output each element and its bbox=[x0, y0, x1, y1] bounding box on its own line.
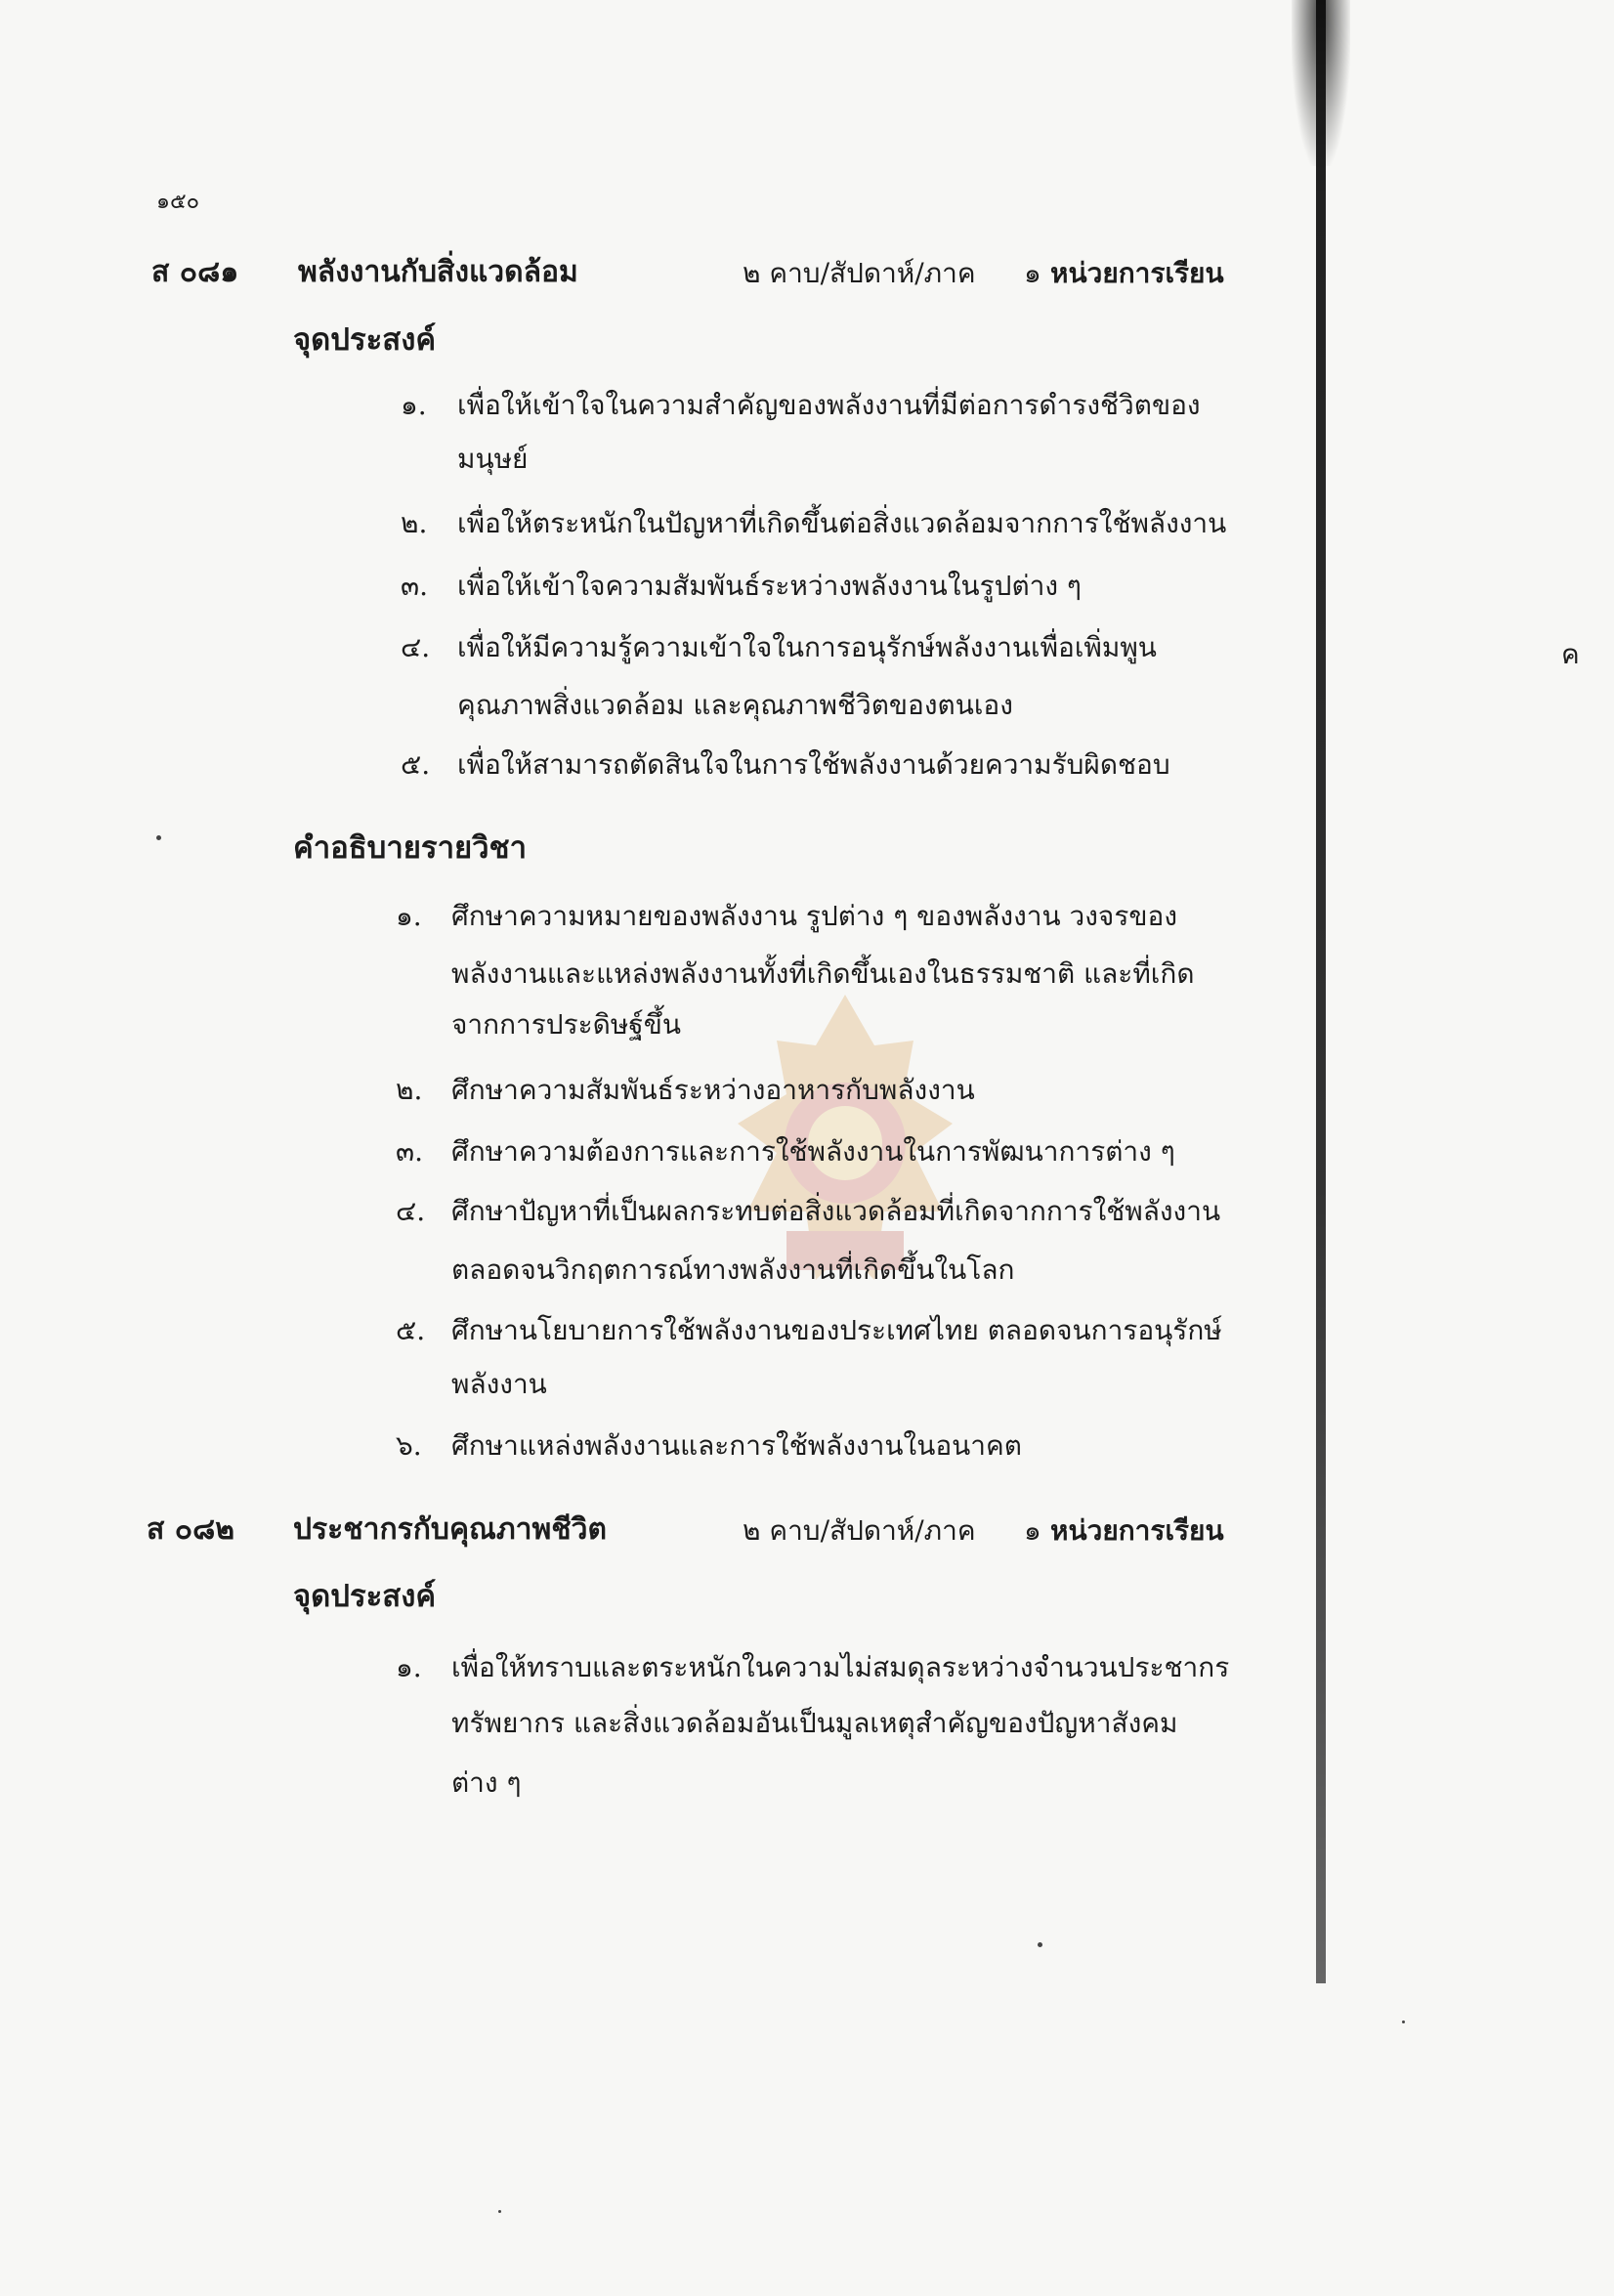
list-item: เพื่อให้ตระหนักในปัญหาที่เกิดขึ้นต่อสิ่งแวดล้อมจากการใช้พลังงาน bbox=[457, 507, 1227, 539]
list-number: ๒. bbox=[401, 507, 428, 539]
list-item: คุณภาพสิ่งแวดล้อม และคุณภาพชีวิตของตนเอง bbox=[457, 689, 1013, 721]
description-heading: คำอธิบายรายวิชา bbox=[293, 830, 528, 866]
objectives-heading: จุดประสงค์ bbox=[293, 322, 437, 358]
list-item: ศึกษาความสัมพันธ์ระหว่างอาหารกับพลังงาน bbox=[451, 1074, 975, 1106]
course-code: ส ๐๘๑ bbox=[151, 255, 239, 289]
scan-speck bbox=[1402, 2020, 1405, 2023]
list-number: ๓. bbox=[396, 1135, 424, 1168]
list-number: ๖. bbox=[396, 1429, 422, 1462]
list-item: เพื่อให้มีความรู้ความเข้าใจในการอนุรักษ์พลังงานเพื่อเพิ่มพูน bbox=[457, 631, 1157, 663]
list-number: ๕. bbox=[396, 1314, 426, 1346]
list-number: ๕. bbox=[401, 748, 431, 781]
page-number: ๑๕๐ bbox=[156, 190, 200, 214]
list-item: เพื่อให้เข้าใจความสัมพันธ์ระหว่างพลังงานในรูปต่าง ๆ bbox=[457, 570, 1082, 602]
course-hours: ๒ คาบ/สัปดาห์/ภาค bbox=[743, 257, 976, 289]
edge-text-fragment: ค bbox=[1561, 638, 1580, 670]
course-credits-label: หน่วยการเรียน bbox=[1050, 1514, 1224, 1547]
list-item: ศึกษาความต้องการและการใช้พลังงานในการพัฒนาการต่าง ๆ bbox=[451, 1135, 1175, 1168]
scan-speck bbox=[156, 835, 161, 840]
list-item: จากการประดิษฐ์ขึ้น bbox=[451, 1008, 682, 1041]
scan-speck bbox=[498, 2210, 501, 2213]
list-item: ศึกษานโยบายการใช้พลังงานของประเทศไทย ตลอดจนการอนุรักษ์ bbox=[451, 1314, 1222, 1346]
list-item: ต่าง ๆ bbox=[451, 1766, 522, 1799]
scan-speck bbox=[1038, 1942, 1042, 1947]
list-number: ๒. bbox=[396, 1074, 423, 1106]
list-number: ๔. bbox=[396, 1195, 426, 1227]
list-item: พลังงานและแหล่งพลังงานทั้งที่เกิดขึ้นเองในธรรมชาติ และที่เกิด bbox=[451, 957, 1195, 990]
list-item: มนุษย์ bbox=[457, 443, 529, 475]
course-title: พลังงานกับสิ่งแวดล้อม bbox=[298, 255, 578, 289]
list-number: ๑. bbox=[396, 900, 422, 932]
course-credits-number: ๑ bbox=[1024, 257, 1041, 289]
list-item: ตลอดจนวิกฤตการณ์ทางพลังงานที่เกิดขึ้นในโลก bbox=[451, 1254, 1015, 1286]
course-credits-number: ๑ bbox=[1024, 1514, 1041, 1547]
list-number: ๑. bbox=[396, 1651, 422, 1683]
course-credits-label: หน่วยการเรียน bbox=[1050, 257, 1224, 289]
list-item: เพื่อให้ทราบและตระหนักในความไม่สมดุลระหว่างจำนวนประชากร bbox=[451, 1651, 1230, 1683]
list-number: ๓. bbox=[401, 570, 429, 602]
list-item: ศึกษาปัญหาที่เป็นผลกระทบต่อสิ่งแวดล้อมที่เกิดจากการใช้พลังงาน bbox=[451, 1195, 1221, 1227]
list-item: ทรัพยากร และสิ่งแวดล้อมอันเป็นมูลเหตุสำคัญของปัญหาสังคม bbox=[451, 1707, 1178, 1739]
list-item: พลังงาน bbox=[451, 1368, 547, 1400]
list-item: ศึกษาความหมายของพลังงาน รูปต่าง ๆ ของพลังงาน วงจรของ bbox=[451, 900, 1177, 932]
list-number: ๔. bbox=[401, 631, 431, 663]
course-code: ส ๐๘๒ bbox=[147, 1512, 234, 1547]
objectives-heading: จุดประสงค์ bbox=[293, 1579, 437, 1614]
course-title: ประชากรกับคุณภาพชีวิต bbox=[293, 1512, 607, 1547]
course-hours: ๒ คาบ/สัปดาห์/ภาค bbox=[743, 1514, 976, 1547]
binding-line bbox=[1316, 0, 1326, 1983]
list-item: ศึกษาแหล่งพลังงานและการใช้พลังงานในอนาคต bbox=[451, 1429, 1022, 1462]
list-item: เพื่อให้เข้าใจในความสำคัญของพลังงานที่มีต่อการดำรงชีวิตของ bbox=[457, 389, 1201, 421]
list-item: เพื่อให้สามารถตัดสินใจในการใช้พลังงานด้วยความรับผิดชอบ bbox=[457, 748, 1170, 781]
list-number: ๑. bbox=[401, 389, 427, 421]
